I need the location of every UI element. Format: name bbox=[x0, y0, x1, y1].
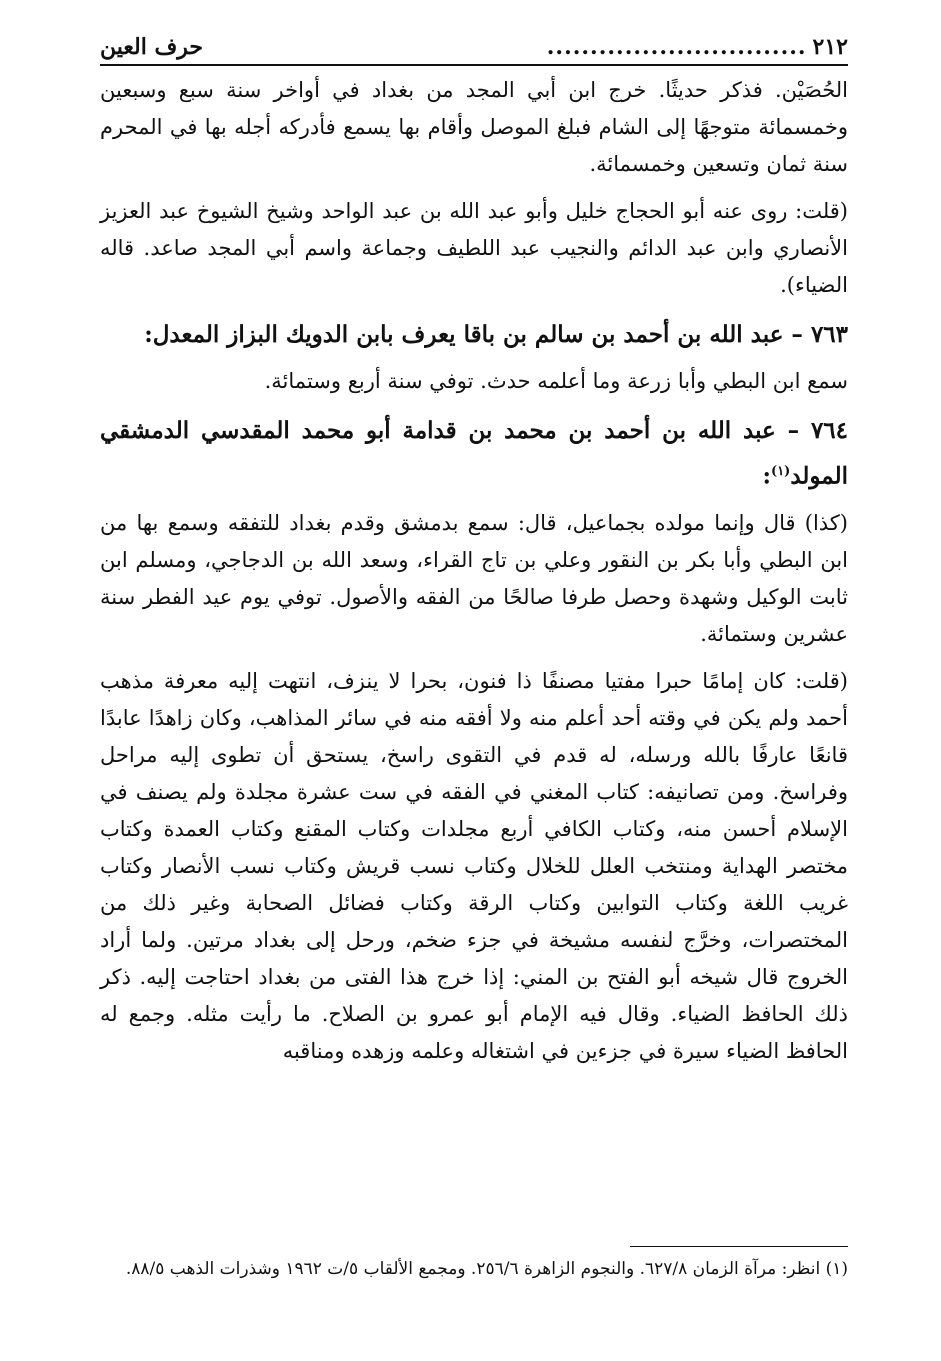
footnote: (١) انظر: مرآة الزمان ٦٢٧/٨. والنجوم الزاهرة ٢٥٦/٦. ومجمع الألقاب ٥/ت ١٩٦٢ وشذرات الذهب ٨٨/٥. bbox=[125, 1259, 848, 1279]
paragraph-continuation: الحُصَيْن. فذكر حديثًا. خرج ابن أبي المجد من بغداد في أواخر سنة سبع وسبعين وخمسمائة متوجهًا إلى الشام فبلغ الموصل وأقام بها يسمع فأدركه أجله بها في المحرم سنة ثمان وتسعين وخمسمائة. bbox=[100, 78, 848, 176]
entry-764-heading bbox=[100, 410, 848, 497]
header-title-group bbox=[547, 34, 848, 60]
footnote-reference[interactable]: (١) bbox=[771, 464, 791, 479]
entry-764-colon: : bbox=[762, 462, 772, 490]
main-text bbox=[100, 72, 848, 1080]
chapter-title: حرف العين bbox=[100, 34, 204, 60]
entry-764-heading-text: ٧٦٤ – عبد الله بن أحمد بن محمد بن قدامة أبو محمد المقدسي الدمشقي المولد bbox=[100, 417, 848, 490]
page-number: ٢١٢ bbox=[812, 34, 848, 60]
entry-764-body: (كذا) قال وإنما مولده بجماعيل، قال: سمع بدمشق وقدم بغداد للتفقه وسمع بها من ابن البطي وأبا بكر بن النقور وعلي بن تاج القراء، وسعد الله بن الدجاجي، ومسلم ابن ثابت الوكيل وشهدة وحصل طرفا صالحًا من الفقه والأصول. توفي يوم عيد الفطر سنة عشرين وستمائة. bbox=[100, 510, 848, 646]
entry-763-body: سمع ابن البطي وأبا زرعة وما أعلمه حدث. توفي سنة أربع وستمائة. bbox=[264, 369, 848, 393]
page-header bbox=[100, 30, 848, 66]
paragraph-note-1: (قلت: روى عنه أبو الحجاج خليل وأبو عبد الله بن عبد الواحد وشيخ الشيوخ عبد العزيز الأنصاري وابن عبد الدائم والنجيب عبد اللطيف وجماعة واسم أبي المجد صاعد. قاله الضياء). bbox=[100, 199, 848, 297]
footnote-divider bbox=[630, 1246, 848, 1247]
header-dots: .............................. bbox=[546, 34, 807, 60]
entry-763-heading: ٧٦٣ – عبد الله بن أحمد بن سالم بن باقا يعرف بابن الدويك البزاز المعدل: bbox=[144, 321, 848, 348]
entry-764-note: (قلت: كان إمامًا حبرا مفتيا مصنفًا ذا فنون، بحرا لا ينزف، انتهت إليه معرفة مذهب أحمد ولم يكن في وقته أحد أعلم منه ولا أفقه منه في سائر المذاهب، وكان زاهدًا عابدًا قانعًا عارفًا بالله ورسله، له قدم في التقوى راسخ، يستحق أن تطوى إليه مراحل وفراسخ. ومن تصانيفه: كتاب المغني في الفقه في ست عشرة مجلدة ولم يصنف في الإسلام أحسن منه، وكتاب الكافي أربع مجلدات وكتاب المقنع وكتاب العمدة وكتاب مختصر الهداية ومنتخب العلل للخلال وكتاب نسب قريش وكتاب نسب الأنصار وكتاب غريب اللغة وكتاب التوابين وكتاب الرقة وكتاب فضائل الصحابة وغير ذلك من المختصرات، وخرَّج لنفسه مشيخة في جزء ضخم، ورحل إلى بغداد مرتين. ولما أراد الخروج قال شيخه أبو الفتح بن المني: إذا خرج هذا الفتى من بغداد احتاجت إليه. ذكر ذلك الحافظ الضياء. وقال فيه الإمام أبو عمرو بن الصلاح. ما رأيت مثله. وجمع له الحافظ الضياء سيرة في جزءين في اشتغاله وعلمه وزهده ومناقبه bbox=[100, 668, 848, 1063]
